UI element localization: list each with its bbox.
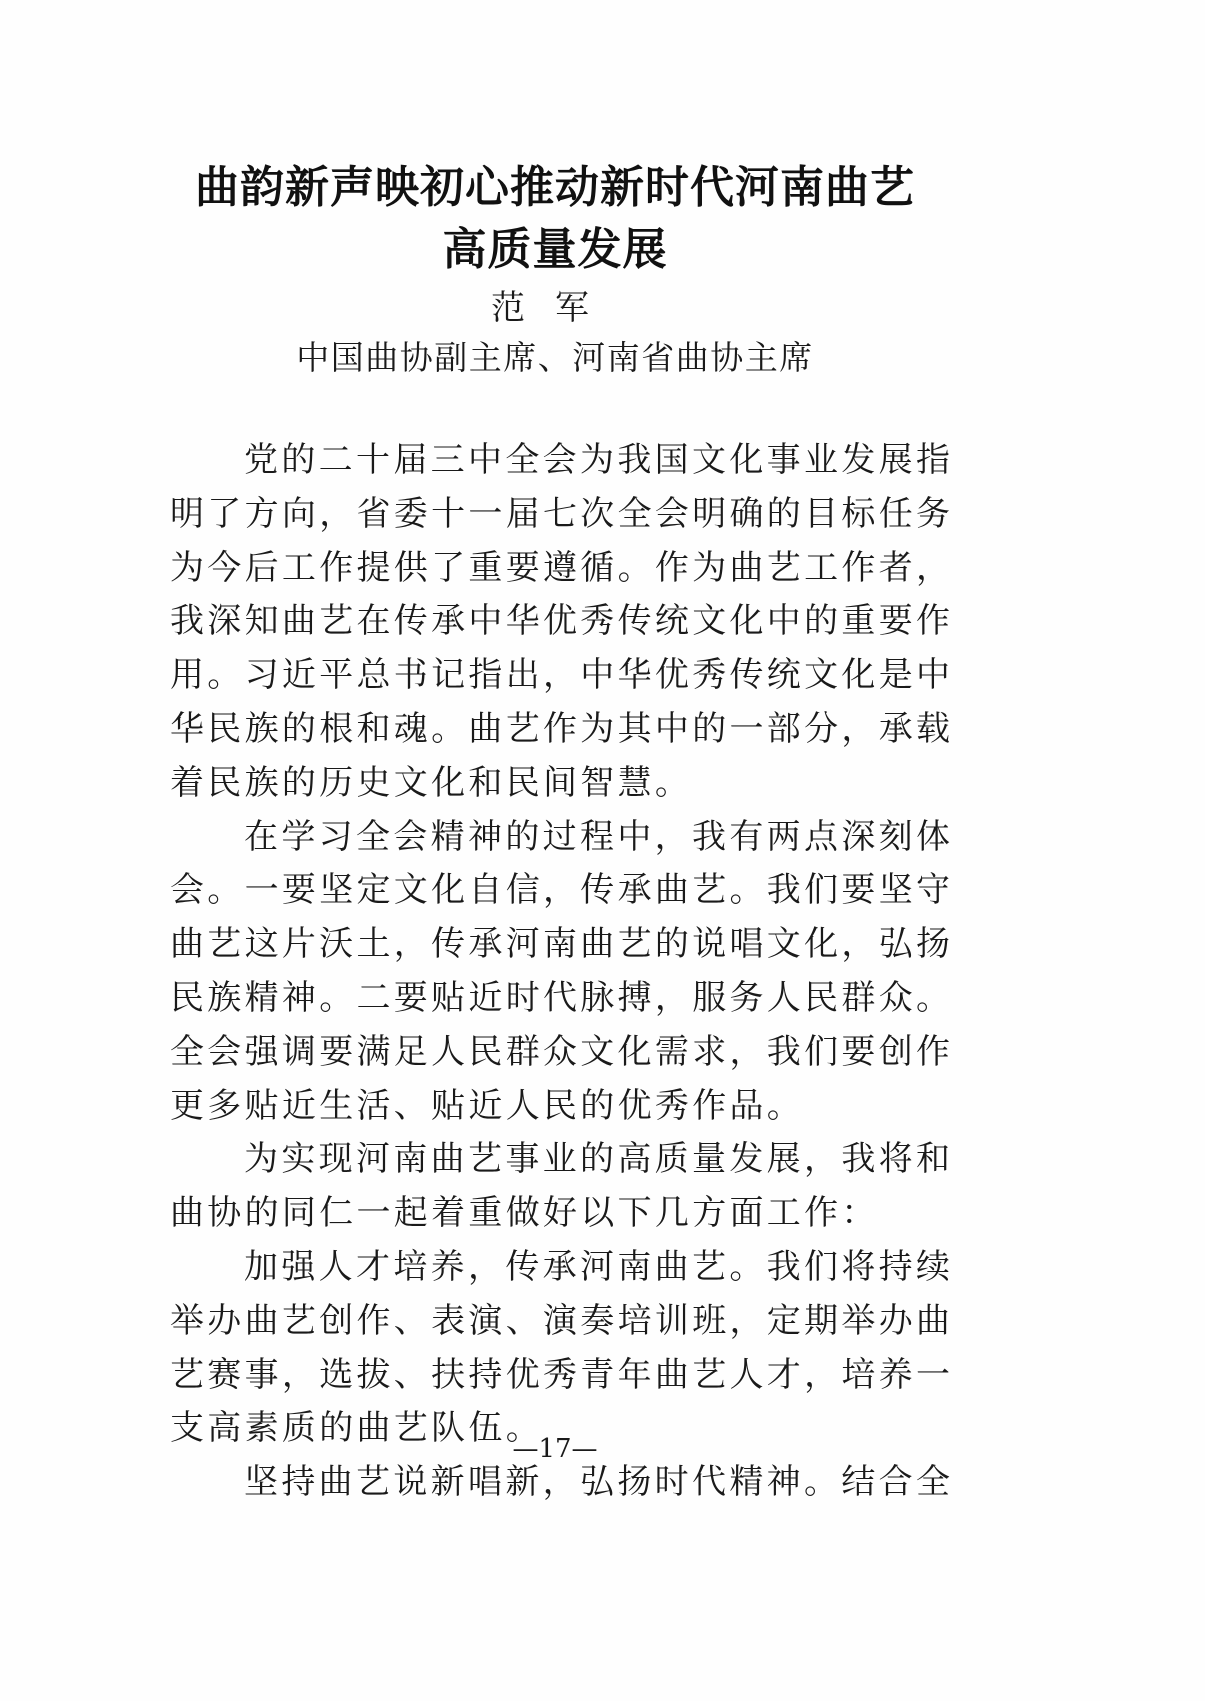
paragraph-3-line: 曲协的同仁一起着重做好以下几方面工作： xyxy=(170,1193,879,1234)
paragraph-2-line: 更多贴近生活、贴近人民的优秀作品。 xyxy=(170,1085,805,1126)
paragraph-4-line: 艺赛事，选拔、扶持优秀青年曲艺人才，培养一 xyxy=(170,1354,950,1395)
paragraph-1-line: 华民族的根和魂。曲艺作为其中的一部分，承载 xyxy=(170,708,950,749)
paragraph-4-line: 支高素质的曲艺队伍。 xyxy=(170,1408,543,1449)
paragraph-2-line: 会。一要坚定文化自信，传承曲艺。我们要坚守 xyxy=(170,870,950,911)
article-title-line-1: 曲韵新声映初心推动新时代河南曲艺 xyxy=(195,162,915,213)
article-title-line-2: 高质量发展 xyxy=(442,224,668,275)
paragraph-1-line: 用。习近平总书记指出，中华优秀传统文化是中 xyxy=(170,655,950,696)
paragraph-2-line: 在学习全会精神的过程中，我有两点深刻体 xyxy=(244,816,950,857)
paragraph-1-line: 明了方向，省委十一届七次全会明确的目标任务 xyxy=(170,493,950,534)
paragraph-2-line: 全会强调要满足人民群众文化需求，我们要创作 xyxy=(170,1031,950,1072)
paragraph-1-line: 为今后工作提供了重要遵循。作为曲艺工作者， xyxy=(170,547,950,588)
paragraph-5-line: 坚持曲艺说新唱新，弘扬时代精神。结合全 xyxy=(244,1462,950,1503)
paragraph-4-line: 举办曲艺创作、表演、演奏培训班，定期举办曲 xyxy=(170,1300,950,1341)
paragraph-1-line: 党的二十届三中全会为我国文化事业发展指 xyxy=(244,440,950,480)
paragraph-2-line: 民族精神。二要贴近时代脉搏，服务人民群众。 xyxy=(170,977,950,1018)
article-body xyxy=(170,434,950,1510)
author-affiliation: 中国曲协副主席、河南省曲协主席 xyxy=(296,338,814,377)
page-number: —17— xyxy=(512,1434,598,1464)
paragraph-3-line: 为实现河南曲艺事业的高质量发展，我将和 xyxy=(244,1139,950,1180)
paragraph-1-line: 着民族的历史文化和民间智慧。 xyxy=(170,762,693,803)
paragraph-1-line: 我深知曲艺在传承中华优秀传统文化中的重要作 xyxy=(170,601,950,642)
paragraph-2-line: 曲艺这片沃土，传承河南曲艺的说唱文化，弘扬 xyxy=(170,924,950,965)
author-name: 范军 xyxy=(491,288,619,328)
paragraph-4-line: 加强人才培养，传承河南曲艺。我们将持续 xyxy=(244,1246,950,1287)
